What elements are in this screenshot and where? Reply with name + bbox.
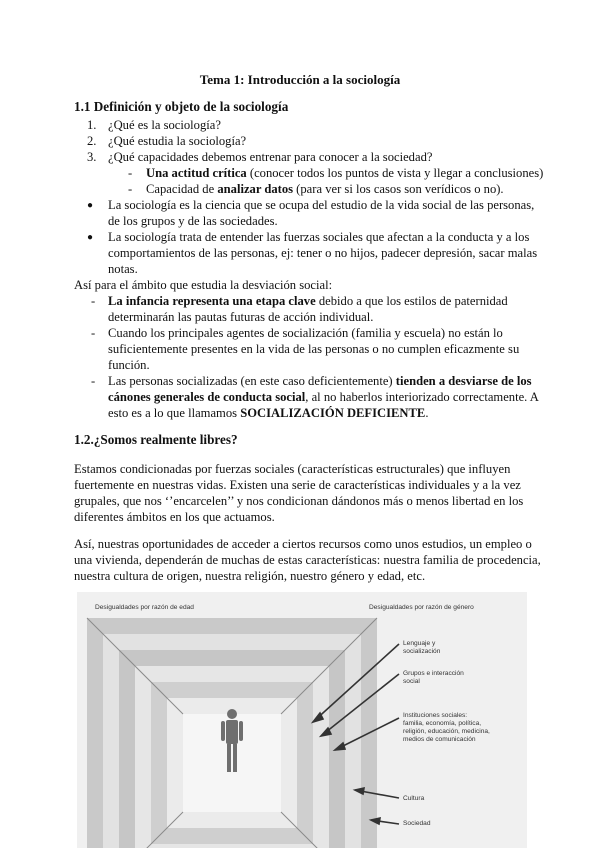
paragraph-line: Estamos condicionadas por fuerzas sociales (características estructurales) que influyen <box>74 462 511 476</box>
question-item: ¿Qué es la sociología? <box>108 118 221 132</box>
list-number: 2. <box>87 134 97 148</box>
bullet-dot: ● <box>87 232 94 243</box>
paragraph-line: nuestra cultura de origen, nuestra religión, nuestro género y edad, etc. <box>74 569 426 583</box>
section-heading-definition: 1.1 Definición y objeto de la sociología <box>74 99 289 114</box>
dash-text: esto es a lo que llamamos SOCIALIZACIÓN DEFICIENTE. <box>108 406 429 420</box>
skill-item: Una actitud crítica (conocer todos los puntos de vista y llegar a conclusiones) <box>146 166 544 180</box>
label-age-inequality: Desigualdades por razón de edad <box>95 604 194 611</box>
page-title: Tema 1: Introducción a la sociología <box>199 72 401 87</box>
dash-text: Las personas socializadas (en este caso deficientemente) tienden a desviarse de los <box>108 374 532 388</box>
label-culture: Cultura <box>403 795 425 802</box>
bullet-dot: ● <box>87 200 94 211</box>
label-society: Sociedad <box>403 820 431 827</box>
bullet-text: La sociología es la ciencia que se ocupa del estudio de la vida social de las personas, <box>108 198 535 212</box>
dash-marker: - <box>128 166 133 180</box>
dash-marker: - <box>91 326 96 340</box>
dash-text: Cuando los principales agentes de socialización (familia y escuela) no están lo <box>108 326 503 340</box>
paragraph-line: diferentes ámbitos en los que actuamos. <box>74 510 275 524</box>
label-institutions: Instituciones sociales: familia, economía, política, religión, educación, medicina, medios de comunicación <box>403 712 490 743</box>
label-groups: Grupos e interacción social <box>403 670 464 685</box>
list-number: 3. <box>87 150 97 164</box>
dash-text: suficientemente presentes en la vida de las personas o no cumplen eficazmente su <box>108 342 520 356</box>
dash-marker: - <box>91 374 96 388</box>
dash-text: cánones generales de conducta social, al no haberlos interiorizado correctamente. A <box>108 390 539 404</box>
dash-text: determinarán las pautas futuras de acción individual. <box>108 310 374 324</box>
label-language: Lenguaje y socialización <box>403 640 441 655</box>
social-structure-figure <box>77 592 527 848</box>
dash-marker: - <box>91 294 96 308</box>
paragraph-line: Así, nuestras oportunidades de acceder a ciertos recursos como unos estudios, un empleo o <box>74 537 532 551</box>
dash-text: función. <box>108 358 150 372</box>
dash-marker: - <box>128 182 133 196</box>
paragraph-line: una vivienda, dependerán de muchas de estas características: nuestra familia de procedencia, <box>74 553 541 567</box>
dash-text: La infancia representa una etapa clave debido a que los estilos de paternidad <box>108 294 508 308</box>
intro-text: Así para el ámbito que estudia la desviación social: <box>74 278 333 292</box>
paragraph-line: grupales, que nos ‘’encarcelen’’ y nos condicionan dándonos más o menos libertad en los <box>74 494 524 508</box>
question-item: ¿Qué capacidades debemos entrenar para conocer a la sociedad? <box>108 150 433 164</box>
bullet-text: notas. <box>108 262 138 276</box>
bullet-text: de los grupos y de las sociedades. <box>108 214 278 228</box>
bullet-text: comportamientos de las personas, ej: tener o no hijos, padecer depresión, sacar malas <box>108 246 538 260</box>
label-gender-inequality: Desigualdades por razón de género <box>369 604 474 611</box>
list-number: 1. <box>87 118 97 132</box>
paragraph-line: fuertemente en nuestras vidas. Existen una serie de características individuales y a la vez <box>74 478 521 492</box>
bullet-text: La sociología trata de entender las fuerzas sociales que afectan a la conducta y a los <box>108 230 530 244</box>
skill-item: Capacidad de analizar datos (para ver si los casos son verídicos o no). <box>146 182 504 196</box>
section-heading-freedom: 1.2.¿Somos realmente libres? <box>74 432 238 447</box>
question-item: ¿Qué estudia la sociología? <box>108 134 247 148</box>
